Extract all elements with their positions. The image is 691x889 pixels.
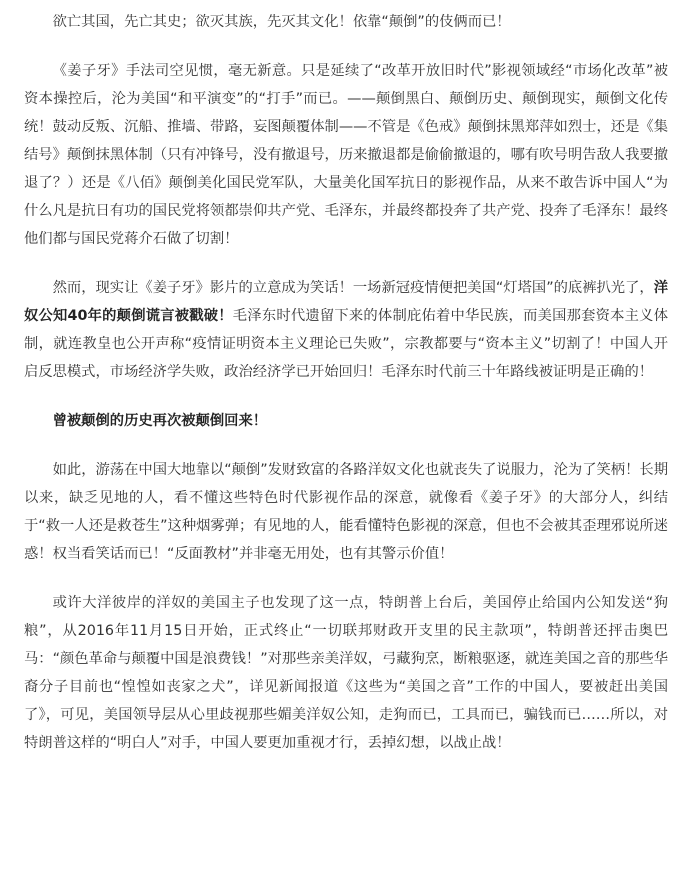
paragraph-2: 《姜子牙》手法司空见惯，毫无新意。只是延续了“改革开放旧时代”影视领域经“市场化改革”被资本操控后，沦为美国“和平演变”的“打手”而已。——颠倒黑白、颠倒历史、颠倒现实，颠倒文化传统！鼓动反叛、沉船、推墙、带路，妄图颠覆体制——不管是《色戒》颠倒抹黑郑萍如烈士，还是《集结号》颠倒抹黑体制（只有冲锋号，没有撤退号，历来撤退都是偷偷撤退的，哪有吹号明告敌人我要撤退了？）还是《八佰》颠倒美化国民党军队，大量美化国军抗日的影视作品，从来不敢告诉中国人“为什么凡是抗日有功的国民党将领都崇仰共产党、毛泽东，并最终都投奔了共产党、投奔了毛泽东！最终他们都与国民党蒋介石做了切割！	[24, 63, 668, 247]
paragraph-4-bold-heading: 曾被颠倒的历史再次被颠倒回来！	[52, 413, 268, 429]
paragraph-3-text-after: 毛泽东时代遗留下来的体制庇佑着中华民族，而美国那套资本主义体制，就连教皇也公开声称“疫情证明资本主义理论已失败”，宗教都要与“资本主义”切割了！中国人开启反思模式，市场经济学失败，政治经济学已开始回归！毛泽东时代前三十年路线被证明是正确的！	[24, 308, 668, 380]
paragraph-3-text-before: 然而，现实让《姜子牙》影片的立意成为笑话！一场新冠疫情便把美国“灯塔国”的底裤扒光了，	[52, 280, 654, 296]
paragraph-3-bold-text: 洋奴公知40年的颠倒谎言被戳破！	[24, 280, 668, 324]
article-body	[24, 8, 668, 757]
paragraph-1: 欲亡其国，先亡其史；欲灭其族，先灭其文化！依靠“颠倒”的伎俩而已！	[52, 14, 511, 30]
paragraph-3	[24, 274, 668, 386]
paragraph-5: 如此，游荡在中国大地靠以“颠倒”发财致富的各路洋奴文化也就丧失了说服力，沦为了笑柄！长期以来，缺乏见地的人，看不懂这些特色时代影视作品的深意，就像看《姜子牙》的大部分人，纠结于“救一人还是救苍生”这种烟雾弹；有见地的人，能看懂特色影视的深意，但也不会被其歪理邪说所迷惑！权当看笑话而已！“反面教材”并非毫无用处，也有其警示价值！	[24, 462, 668, 562]
paragraph-6: 或许大洋彼岸的洋奴的美国主子也发现了这一点，特朗普上台后，美国停止给国内公知发送“狗粮”，从2016年11月15日开始，正式终止“一切联邦财政开支里的民主款项”，特朗普还抨击奥巴马：“颜色革命与颠覆中国是浪费钱！”对那些亲美洋奴，弓藏狗烹，断粮驱逐，就连美国之音的那些华裔分子目前也“惶惶如丧家之犬”，详见新闻报道《这些为“美国之音”工作的中国人，要被赶出美国了》，可见，美国领导层从心里歧视那些媚美洋奴公知，走狗而已，工具而已，骗钱而已……所以，对特朗普这样的“明白人”对手，中国人要更加重视才行，丢掉幻想，以战止战！	[24, 595, 668, 751]
